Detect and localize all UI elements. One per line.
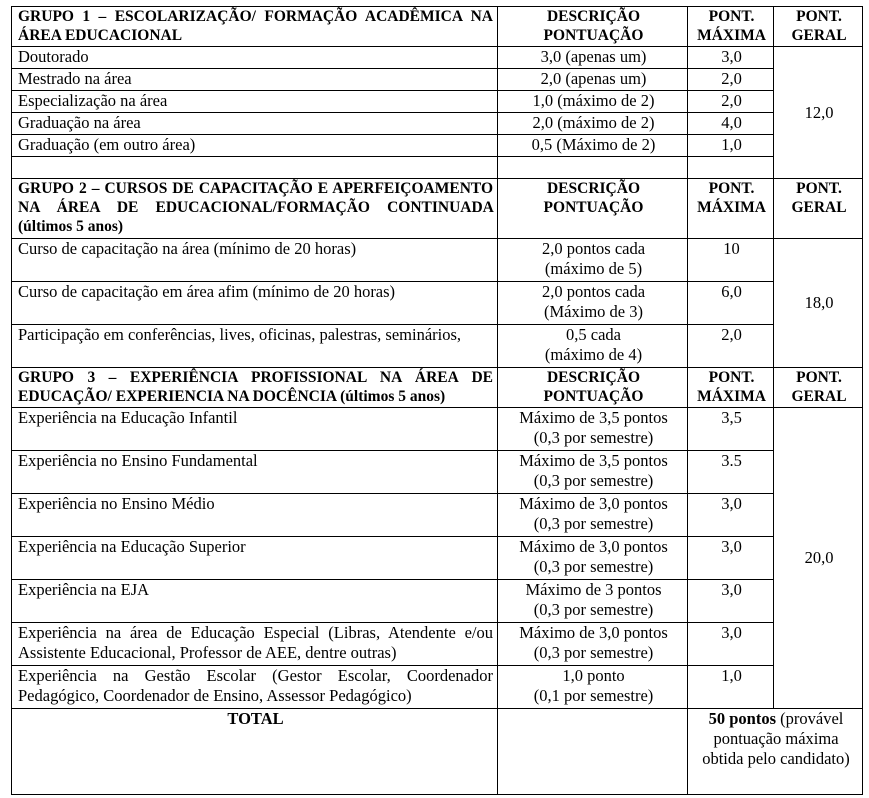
group2-title-cell [12, 179, 498, 239]
item-descricao: 1,0 (máximo de 2) [498, 91, 688, 113]
item-maxima: 6,0 [688, 282, 774, 325]
table-row-spacer [12, 157, 863, 179]
table-row [12, 69, 863, 91]
item-maxima: 2,0 [688, 69, 774, 91]
table-row [12, 113, 863, 135]
item-label: Experiência na Educação Superior [12, 537, 498, 580]
table-row [12, 239, 863, 282]
item-maxima: 3,0 [688, 494, 774, 537]
item-descricao-line2: (0,3 por semestre) [533, 471, 654, 490]
total-row [12, 709, 863, 795]
group3-title-suffix: (últimos 5 anos) [340, 388, 446, 405]
group3-col-pont-maxima: PONT. MÁXIMA [688, 368, 774, 408]
group1-col-pont-geral: PONT. GERAL [774, 7, 863, 47]
table-row [12, 494, 863, 537]
total-value-rest: (provável pontuação máxima obtida pelo candidato) [702, 709, 850, 768]
item-label: Curso de capacitação em área afim (mínimo de 20 horas) [12, 282, 498, 325]
group1-pont-geral: 12,0 [774, 47, 863, 179]
item-maxima: 4,0 [688, 113, 774, 135]
item-descricao [498, 282, 688, 325]
group1-title: GRUPO 1 – ESCOLARIZAÇÃO/ FORMAÇÃO ACADÊMICA NA ÁREA EDUCACIONAL [12, 7, 498, 47]
item-maxima: 3,0 [688, 580, 774, 623]
table-row [12, 408, 863, 451]
item-descricao-line2: (0,3 por semestre) [533, 557, 654, 576]
item-label: Graduação na área [12, 113, 498, 135]
item-descricao-line2: (máximo de 5) [544, 259, 643, 278]
total-label: TOTAL [12, 709, 498, 795]
item-descricao-line1: 1,0 ponto [562, 666, 625, 685]
total-value [688, 709, 863, 795]
item-descricao-line1: 0,5 cada [566, 325, 621, 344]
item-descricao: 2,0 (apenas um) [498, 69, 688, 91]
item-descricao-line2: (0,3 por semestre) [533, 514, 654, 533]
item-descricao-line1: Máximo de 3,0 pontos [519, 623, 668, 642]
table-row [12, 623, 863, 666]
group2-col-descricao: DESCRIÇÃO PONTUAÇÃO [498, 179, 688, 239]
group2-col-pont-maxima: PONT. MÁXIMA [688, 179, 774, 239]
item-label: Experiência na área de Educação Especial (Libras, Atendente e/ou Assistente Educacional, Professor de AEE, dentre outras) [12, 623, 498, 666]
item-label: Especialização na área [12, 91, 498, 113]
item-descricao [498, 451, 688, 494]
group2-pont-geral: 18,0 [774, 239, 863, 368]
table-row [12, 47, 863, 69]
group2-title-suffix: (últimos 5 anos) [18, 218, 124, 235]
item-descricao [498, 408, 688, 451]
item-descricao-line2: (0,3 por semestre) [533, 600, 654, 619]
item-descricao [498, 666, 688, 709]
item-label: Experiência no Ensino Fundamental [12, 451, 498, 494]
item-descricao [498, 494, 688, 537]
item-label: Experiência na EJA [12, 580, 498, 623]
table-row [12, 282, 863, 325]
item-maxima: 3,5 [688, 408, 774, 451]
item-descricao [498, 623, 688, 666]
item-maxima: 3,0 [688, 623, 774, 666]
item-descricao-line1: Máximo de 3,5 pontos [519, 451, 668, 470]
item-maxima: 3.5 [688, 451, 774, 494]
group3-col-descricao: DESCRIÇÃO PONTUAÇÃO [498, 368, 688, 408]
item-label: Graduação (em outro área) [12, 135, 498, 157]
item-maxima: 10 [688, 239, 774, 282]
item-descricao: 2,0 (máximo de 2) [498, 113, 688, 135]
item-descricao-line1: Máximo de 3,0 pontos [519, 494, 668, 513]
item-maxima: 1,0 [688, 666, 774, 709]
item-descricao-line2: (Máximo de 3) [544, 302, 643, 321]
item-label: Doutorado [12, 47, 498, 69]
item-descricao: 0,5 (Máximo de 2) [498, 135, 688, 157]
item-descricao-line1: Máximo de 3,5 pontos [519, 408, 668, 427]
item-label: Curso de capacitação na área (mínimo de 20 horas) [12, 239, 498, 282]
item-descricao-line2: (0,1 por semestre) [533, 686, 654, 705]
item-descricao-line2: (máximo de 4) [544, 345, 643, 364]
item-maxima: 3,0 [688, 47, 774, 69]
item-descricao-line1: Máximo de 3,0 pontos [519, 537, 668, 556]
table-row [12, 666, 863, 709]
item-label: Participação em conferências, lives, oficinas, palestras, seminários, [12, 325, 498, 368]
item-label: Mestrado na área [12, 69, 498, 91]
item-label: Experiência no Ensino Médio [12, 494, 498, 537]
table-row [12, 537, 863, 580]
item-descricao-line1: 2,0 pontos cada [541, 239, 646, 258]
total-value-bold: 50 pontos [708, 709, 777, 728]
table-row [12, 325, 863, 368]
item-descricao [498, 325, 688, 368]
group1-col-descricao: DESCRIÇÃO PONTUAÇÃO [498, 7, 688, 47]
item-descricao-line1: 2,0 pontos cada [541, 282, 646, 301]
item-descricao-line2: (0,3 por semestre) [533, 643, 654, 662]
table-row [12, 451, 863, 494]
group3-header-row [12, 368, 863, 408]
item-maxima: 2,0 [688, 91, 774, 113]
item-descricao [498, 537, 688, 580]
item-descricao: 3,0 (apenas um) [498, 47, 688, 69]
group2-title: GRUPO 2 – CURSOS DE CAPACITAÇÃO E APERFEIÇOAMENTO NA ÁREA DE EDUCACIONAL/FORMAÇÃO CONTINUADA [18, 180, 493, 216]
item-descricao [498, 239, 688, 282]
item-descricao-line2: (0,3 por semestre) [533, 428, 654, 447]
group3-pont-geral: 20,0 [774, 408, 863, 709]
group3-title: GRUPO 3 – EXPERIÊNCIA PROFISSIONAL NA ÁREA DE EDUCAÇÃO/ EXPERIENCIA NA DOCÊNCIA [18, 369, 493, 405]
table-row [12, 135, 863, 157]
item-descricao [498, 580, 688, 623]
scoring-table [11, 6, 863, 795]
item-descricao-line1: Máximo de 3 pontos [525, 580, 662, 599]
table-row [12, 91, 863, 113]
table-row [12, 580, 863, 623]
group3-title-cell [12, 368, 498, 408]
item-maxima: 2,0 [688, 325, 774, 368]
group2-header-row [12, 179, 863, 239]
group1-col-pont-maxima: PONT. MÁXIMA [688, 7, 774, 47]
group3-col-pont-geral: PONT. GERAL [774, 368, 863, 408]
item-label: Experiência na Educação Infantil [12, 408, 498, 451]
item-label: Experiência na Gestão Escolar (Gestor Escolar, Coordenador Pedagógico, Coordenador de Ensino, Assessor Pedagógico) [12, 666, 498, 709]
group2-col-pont-geral: PONT. GERAL [774, 179, 863, 239]
group1-header-row [12, 7, 863, 47]
item-maxima: 1,0 [688, 135, 774, 157]
item-maxima: 3,0 [688, 537, 774, 580]
